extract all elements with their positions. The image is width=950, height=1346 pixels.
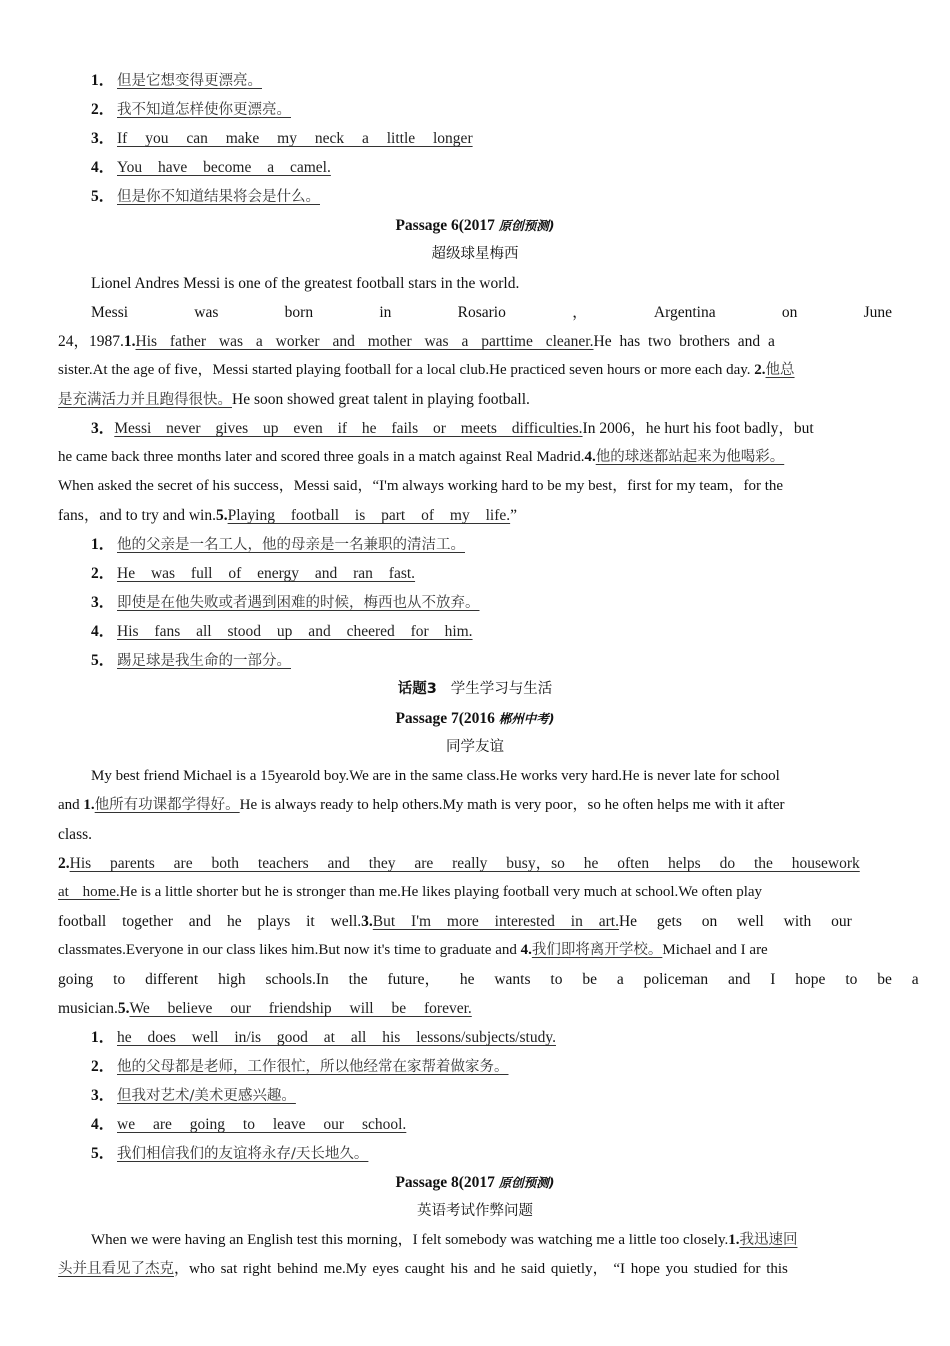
passage5-answers (58, 66, 892, 211)
answer-text: 即使是在他失败或者遇到困难的时候，梅西也从不放弃。 (117, 595, 480, 611)
document-page (58, 66, 919, 1284)
topic-text: 学生学习与生活 (450, 681, 553, 697)
blank-number: 1. (123, 333, 136, 350)
answer-line (58, 1023, 892, 1052)
text-line (58, 414, 892, 443)
text-span: Michael and I are (662, 942, 768, 958)
answer-text: His fans all stood up and cheered for him. (117, 623, 473, 640)
blank-number: 1. (83, 797, 95, 813)
answer-line (58, 1110, 892, 1139)
passage-label: Passage 7(2016 (395, 710, 495, 727)
passage6-answers (58, 530, 892, 675)
passage-body (58, 1226, 892, 1284)
answer-number: 2． (91, 101, 115, 118)
text-span: classmates.Everyone in our class likes him.But now it's time to graduate and (58, 942, 517, 958)
answer-number: 2． (91, 1058, 115, 1075)
text-line (58, 501, 892, 530)
blank-number: 1. (728, 1232, 740, 1248)
answer-line (58, 1081, 892, 1110)
word: on (781, 304, 798, 321)
passage-body (58, 269, 892, 530)
text-line (58, 994, 892, 1023)
answer-span: His parents are both teachers and they are really busy，so he often helps do the housework (69, 855, 860, 872)
text-span: football together and he plays it well. (58, 913, 362, 930)
text-line (58, 849, 892, 878)
answer-text: he does well in/is good at all his lessons/subjects/study. (117, 1029, 556, 1046)
text-span: When we were having an English test this morning，I felt somebody was watching me a little too closely. (91, 1232, 729, 1248)
answer-span: But I'm more interested in art. (372, 913, 619, 930)
text-span: ” (510, 507, 518, 524)
text-line: My best friend Michael is a 15yearold boy.We are in the same class.He works very hard.He is never late for school (91, 768, 780, 784)
word: Messi (91, 304, 129, 321)
blank-number: 2. (754, 362, 766, 378)
blank-number: 5. (215, 507, 228, 524)
answer-line (58, 153, 892, 182)
answer-text: You have become a camel. (117, 159, 331, 176)
answer-line (58, 530, 892, 559)
passage-heading (58, 1168, 892, 1197)
text-span: He gets on well with our (618, 913, 852, 930)
answer-line (58, 588, 892, 617)
answer-span: 他所有功课都学得好。 (94, 797, 240, 813)
passage7-answers (58, 1023, 892, 1168)
answer-text: 他的父亲是一名工人，他的母亲是一名兼职的清洁工。 (117, 537, 465, 553)
blank-number: 2. (58, 855, 70, 872)
text-line (58, 356, 892, 385)
text-span: and (58, 797, 80, 813)
answer-text: If you can make my neck a little longer (117, 130, 473, 147)
answer-line (58, 1052, 892, 1081)
blank-number: 3． (91, 420, 115, 437)
text-line (58, 791, 892, 820)
text-line (58, 907, 892, 936)
answer-number: 1． (91, 1029, 115, 1046)
blank-number: 4. (520, 942, 532, 958)
blank-number: 4. (584, 449, 596, 465)
text-span: In 2006，he hurt his foot badly，but (582, 420, 814, 437)
answer-line (58, 646, 892, 675)
blank-number: 3. (361, 913, 373, 930)
text-span: musician. (58, 1000, 118, 1017)
answer-text: we are going to leave our school. (117, 1116, 407, 1133)
text-span: He is always ready to help others.My math is very poor，so he often helps me with it after (239, 797, 785, 813)
answer-line (58, 182, 892, 211)
answer-number: 5． (91, 188, 115, 205)
passage-title: 同学友谊 (446, 739, 504, 755)
answer-span: 他的球迷都站起来为他喝彩。 (595, 449, 785, 465)
word: Argentina (653, 304, 716, 321)
answer-text: 我们相信我们的友谊将永存/天长地久。 (117, 1146, 369, 1162)
answer-text: He was full of energy and ran fast. (117, 565, 416, 582)
text-span: 24，1987. (58, 333, 124, 350)
answer-span: at home. (58, 884, 120, 900)
passage-label: Passage 6(2017 (395, 217, 495, 234)
text-line (58, 1226, 892, 1255)
answer-span: Messi never gives up even if he fails or meets difficulties. (114, 420, 583, 437)
word: Rosario (457, 304, 506, 321)
text-line (58, 878, 892, 907)
answer-span: His father was a worker and mother was a parttime cleaner. (135, 333, 594, 350)
text-line: going to different high schools.In the future， he wants to be a policeman and I hope to be a (58, 971, 919, 988)
passage-source-tag: 原创预测) (498, 1175, 555, 1190)
passage-heading (58, 211, 892, 240)
answer-line (58, 66, 892, 95)
topic-heading (58, 675, 892, 704)
text-span: he came back three months later and scored three goals in a match against Real Madrid. (58, 449, 585, 465)
text-line-justified (58, 298, 892, 327)
answer-span: Playing football is part of my life. (227, 507, 511, 524)
text-line (58, 936, 892, 965)
blank-number: 5. (117, 1000, 130, 1017)
text-span: He is a little shorter but he is stronger than me.He likes playing football very much at school.We often play (119, 884, 763, 900)
answer-text: 但是它想变得更漂亮。 (117, 73, 262, 89)
answer-line (58, 95, 892, 124)
answer-text: 但是你不知道结果将会是什么。 (117, 189, 320, 205)
word: was (194, 304, 219, 321)
word: born (284, 304, 314, 321)
answer-span: 我迅速回 (739, 1232, 798, 1248)
word: June (863, 304, 892, 321)
passage-label: Passage 8(2017 (395, 1174, 495, 1191)
passage-title: 超级球星梅西 (431, 246, 519, 262)
text-span: fans，and to try and win. (58, 507, 216, 524)
word: in (379, 304, 392, 321)
topic-label: 话题3 (397, 681, 437, 697)
answer-number: 1． (91, 536, 115, 553)
text-span: He has two brothers and a (593, 333, 775, 350)
passage-source-tag: 原创预测) (498, 218, 555, 233)
text-line (58, 1255, 892, 1284)
passage-heading (58, 704, 892, 733)
answer-span: 头并且看见了杰克 (58, 1261, 174, 1277)
text-line: Lionel Andres Messi is one of the greatest football stars in the world. (91, 275, 520, 292)
answer-text: 但我对艺术/美术更感兴趣。 (117, 1088, 296, 1104)
answer-number: 3． (91, 594, 115, 611)
answer-span: 是充满活力并且跑得很快。 (58, 392, 232, 408)
answer-span: 他总 (765, 362, 795, 378)
answer-number: 4． (91, 159, 115, 176)
text-span: sister.At the age of five，Messi started playing football for a local club.He practiced seven hours or more each day. (58, 362, 751, 378)
text-line: When asked the secret of his success，Messi said，“I'm always working hard to be my best，first for my team，for the (58, 478, 784, 494)
text-span: ，who sat right behind me.My eyes caught his and he said quietly， “I hope you studied for this (174, 1261, 788, 1277)
answer-number: 1． (91, 72, 115, 89)
answer-number: 5． (91, 1145, 115, 1162)
answer-span: We believe our friendship will be forever. (129, 1000, 472, 1017)
text-line (58, 327, 892, 356)
answer-number: 4． (91, 1116, 115, 1133)
text-line (58, 443, 892, 472)
text-line: class. (58, 826, 93, 843)
answer-line (58, 124, 892, 153)
answer-span: 我们即将离开学校。 (531, 942, 663, 958)
answer-number: 3． (91, 130, 115, 147)
text-line (58, 385, 892, 414)
answer-line (58, 1139, 892, 1168)
passage-source-tag: 郴州中考) (498, 711, 555, 726)
passage-body (58, 762, 919, 1023)
word: ， (572, 304, 588, 321)
answer-text: 他的父母都是老师，工作很忙，所以他经常在家帮着做家务。 (117, 1059, 509, 1075)
answer-number: 2． (91, 565, 115, 582)
answer-line (58, 617, 892, 646)
answer-number: 4． (91, 623, 115, 640)
answer-text: 踢足球是我生命的一部分。 (117, 653, 291, 669)
answer-text: 我不知道怎样使你更漂亮。 (117, 102, 291, 118)
answer-line (58, 559, 892, 588)
text-span: He soon showed great talent in playing football. (232, 391, 530, 408)
passage-title: 英语考试作弊问题 (417, 1203, 533, 1219)
answer-number: 5． (91, 652, 115, 669)
answer-number: 3． (91, 1087, 115, 1104)
